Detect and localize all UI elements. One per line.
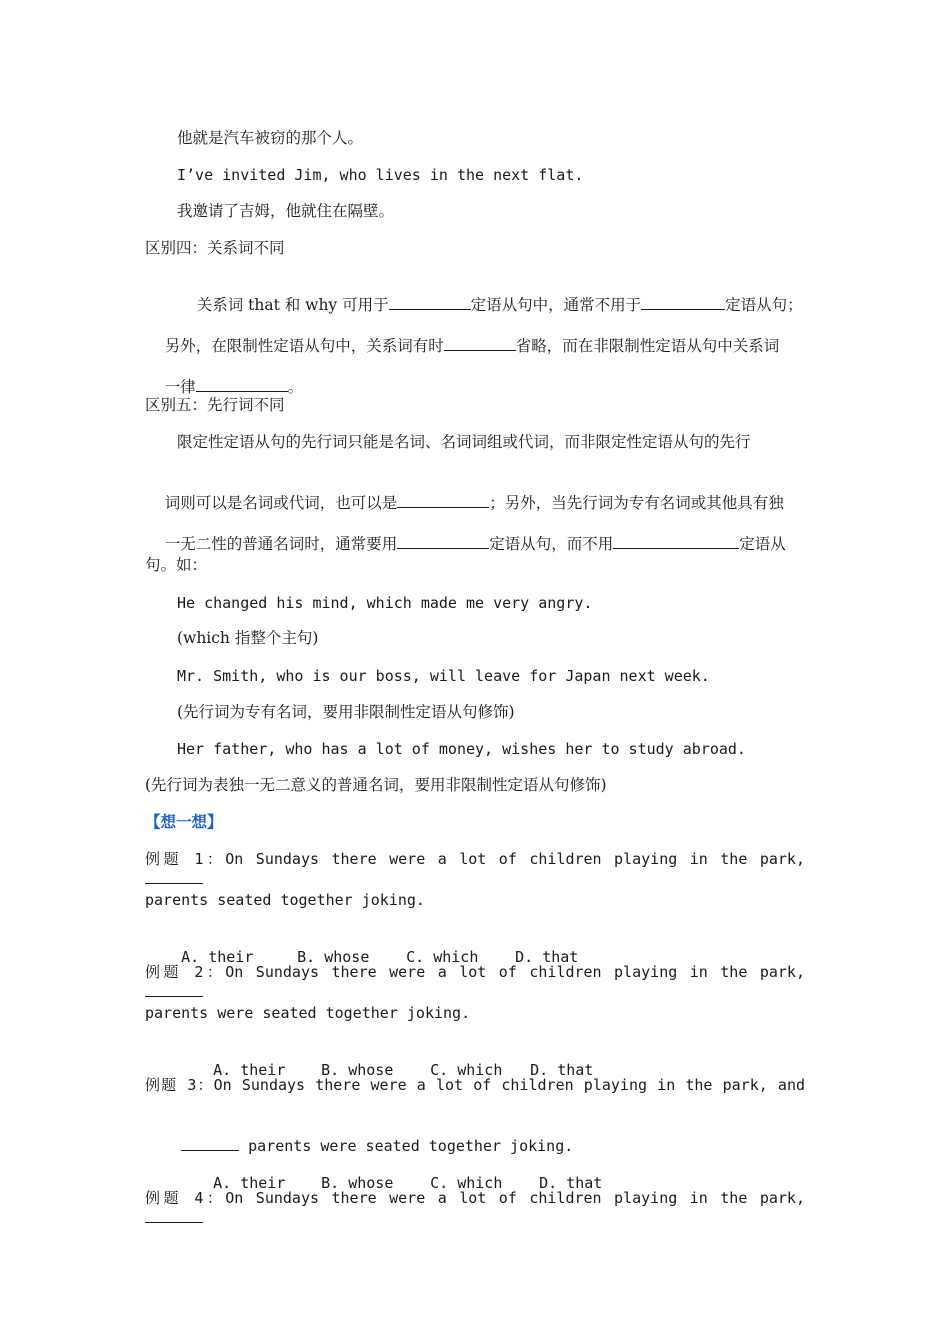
- text-span: 省略，而在非限制性定语从句中关系词: [515, 337, 780, 355]
- example-continuation: parents seated together joking.: [145, 891, 425, 909]
- chinese-sentence: 我邀请了吉姆，他就住在隔壁。: [177, 202, 395, 220]
- note-line: (先行词为专有名词，要用非限制性定语从句修饰): [177, 703, 515, 721]
- text-span: 一无二性的普通名词时，通常要用: [164, 535, 398, 553]
- option-a: A. their: [213, 1174, 286, 1192]
- section-heading: 区别四：关系词不同: [145, 239, 285, 257]
- english-sentence: He changed his mind, which made me very angry.: [177, 594, 593, 612]
- fill-blank: [641, 295, 725, 310]
- text-span: 例题 1：On Sundays there were a lot of children playing in the park,: [145, 850, 805, 868]
- fill-blank: [181, 1136, 239, 1151]
- chinese-sentence: 他就是汽车被窃的那个人。: [177, 129, 364, 147]
- option-b: B. whose: [321, 1174, 394, 1192]
- example-stem: [145, 1188, 805, 1228]
- english-sentence: Mr. Smith, who is our boss, will leave for Japan next week.: [177, 667, 710, 685]
- text-span: 一律: [164, 378, 196, 396]
- option-d: D. that: [515, 948, 579, 966]
- paragraph-line: [145, 514, 786, 574]
- option-d: D. that: [539, 1174, 603, 1192]
- english-sentence: I’ve invited Jim, who lives in the next flat.: [177, 166, 584, 184]
- english-sentence: Her father, who has a lot of money, wishes her to study abroad.: [177, 740, 746, 758]
- fill-blank: [389, 295, 471, 310]
- text-span: 例题 4：On Sundays there were a lot of children playing in the park,: [145, 1189, 805, 1207]
- think-heading: 【想一想】: [145, 812, 223, 831]
- text-span: parents were seated together joking.: [248, 1137, 574, 1155]
- fill-blank: [196, 377, 288, 392]
- paragraph-line: 限定性定语从句的先行词只能是名词、名词词组或代词，而非限定性定语从句的先行: [177, 433, 751, 451]
- example-stem: 例题 3：On Sundays there were a lot of children playing in the park, and: [145, 1076, 805, 1094]
- section-heading: 区别五：先行词不同: [145, 396, 285, 414]
- example-stem: [145, 962, 805, 1002]
- option-b: B. whose: [321, 1061, 394, 1079]
- option-c: C. which: [430, 1061, 503, 1079]
- option-b: B. whose: [297, 948, 370, 966]
- text-span: 另外，在限制性定语从句中，关系词有时: [164, 337, 444, 355]
- option-d: D. that: [530, 1061, 594, 1079]
- fill-blank: [397, 534, 489, 549]
- fill-blank: [397, 493, 489, 508]
- text-span: 定语从句中，通常不用于: [470, 296, 642, 314]
- note-line: (which 指整个主句): [177, 629, 319, 647]
- option-c: C. which: [406, 948, 479, 966]
- paragraph-line: 句。如：: [145, 556, 208, 574]
- option-a: A. their: [213, 1061, 286, 1079]
- text-span: 。: [287, 378, 304, 396]
- text-span: ；另外，当先行词为专有名词或其他具有独: [489, 494, 784, 512]
- text-span: 关系词 that 和 why 可用于: [196, 296, 389, 314]
- option-a: A. their: [181, 948, 254, 966]
- text-span: 词则可以是名词或代词，也可以是: [164, 494, 398, 512]
- text-span: 例题 2：On Sundays there were a lot of children playing in the park,: [145, 963, 805, 981]
- example-continuation: parents were seated together joking.: [145, 1004, 471, 1022]
- fill-blank: [613, 534, 739, 549]
- fill-blank: [145, 869, 203, 884]
- text-span: 定语从: [739, 535, 786, 553]
- text-span: 定语从句，而不用: [489, 535, 614, 553]
- fill-blank: [444, 336, 516, 351]
- example-stem: [145, 849, 805, 889]
- note-line: (先行词为表独一无二意义的普通名词，要用非限制性定语从句修饰): [145, 776, 607, 794]
- fill-blank: [145, 982, 203, 997]
- text-span: 定语从句；: [725, 296, 803, 314]
- option-c: C. which: [430, 1174, 503, 1192]
- fill-blank: [145, 1208, 203, 1223]
